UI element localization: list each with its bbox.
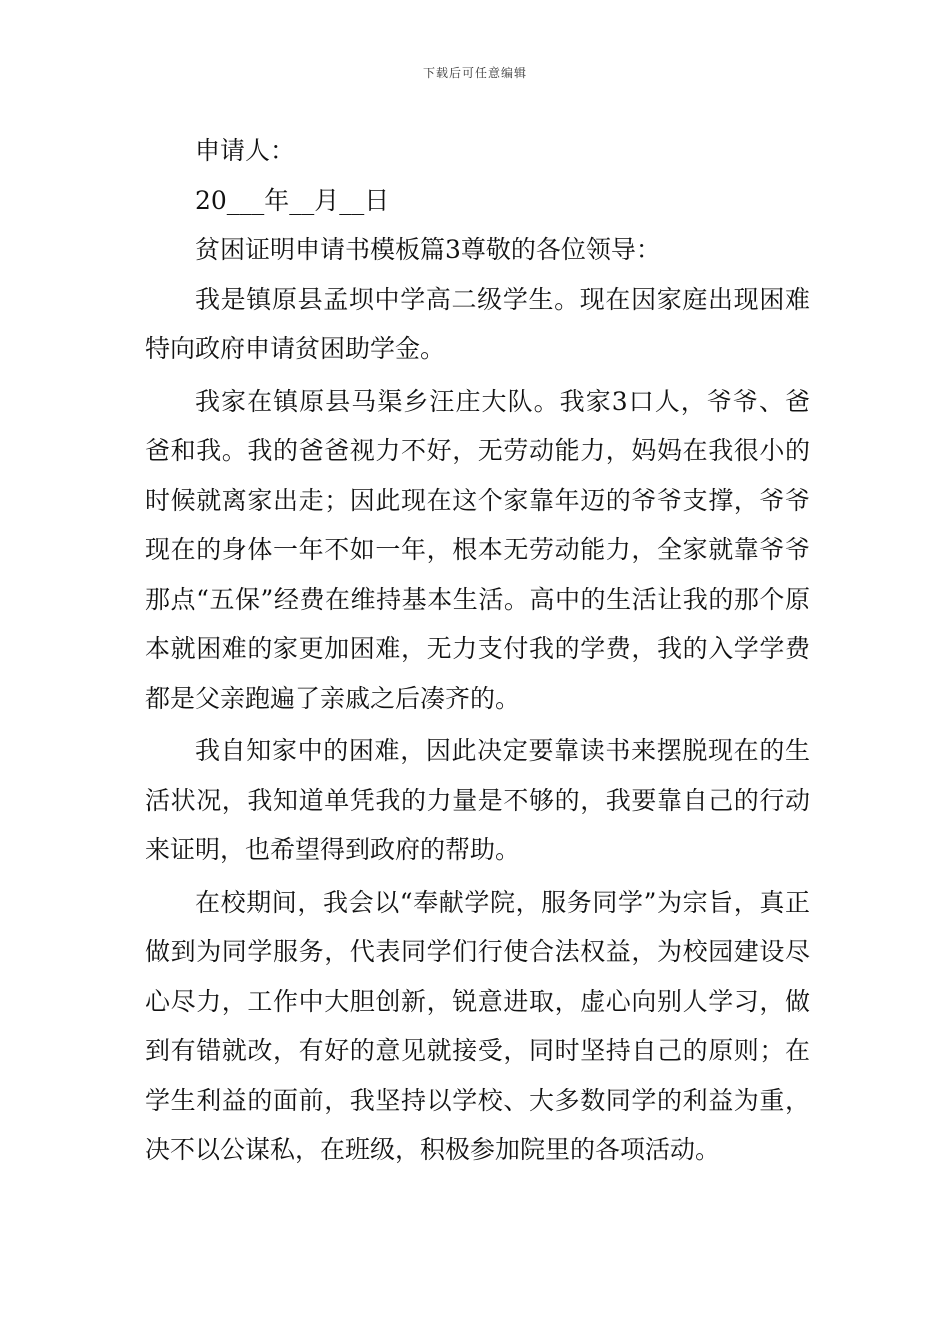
paragraph-1: 我是镇原县孟坝中学高二级学生。现在因家庭出现困难特向政府申请贫困助学金。 (145, 284, 810, 363)
document-body (145, 126, 810, 1175)
applicant-label: 申请人： (195, 136, 296, 165)
paragraph-4: 在校期间，我会以“奉献学院，服务同学”为宗旨，真正做到为同学服务，代表同学们行使合法权益，为校园建设尽心尽力，工作中大胆创新，锐意进取，虚心向别人学习，做到有错就改，有好的意见就接受，同时坚持自己的原则；在学生利益的面前，我坚持以学校、大多数同学的利益为重，决不以公谋私，在班级，积极参加院里的各项活动。 (145, 887, 810, 1164)
section-heading: 贫困证明申请书模板篇3尊敬的各位领导： (195, 235, 661, 264)
date-line: 20___年__月__日 (195, 185, 390, 215)
paragraph-3: 我自知家中的困难，因此决定要靠读书来摆脱现在的生活状况，我知道单凭我的力量是不够的，我要靠自己的行动来证明，也希望得到政府的帮助。 (145, 736, 810, 864)
page-header-note: 下载后可任意编辑 (422, 66, 527, 80)
paragraph-2: 我家在镇原县马渠乡汪庄大队。我家3口人，爷爷、爸爸和我。我的爸爸视力不好，无劳动能力，妈妈在我很小的时候就离家出走；因此现在这个家靠年迈的爷爷支撑，爷爷现在的身体一年不如一年，根本无劳动能力，全家就靠爷爷那点“五保”经费在维持基本生活。高中的生活让我的那个原本就困难的家更加困难，无力支付我的学费，我的入学学费都是父亲跑遍了亲戚之后凑齐的。 (145, 386, 810, 713)
